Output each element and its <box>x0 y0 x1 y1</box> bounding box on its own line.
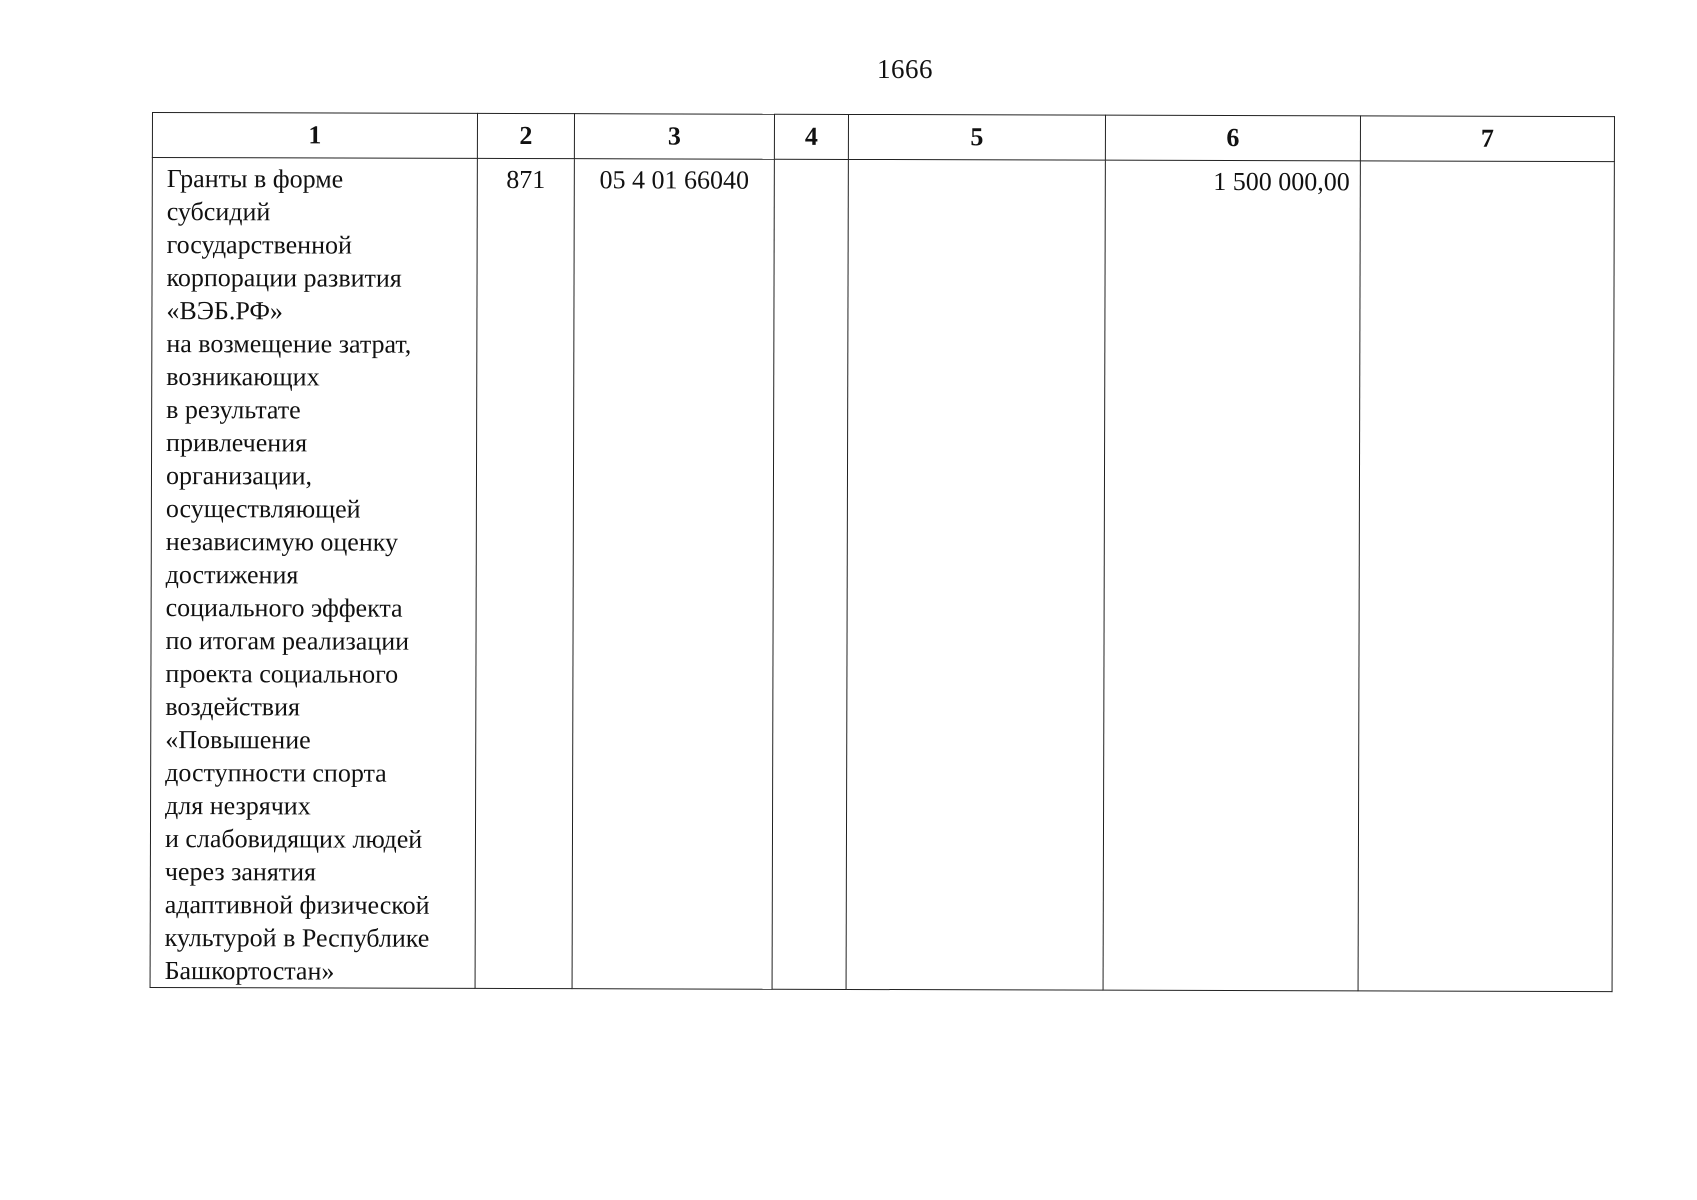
item-name-line: государственной <box>166 230 352 260</box>
item-name-line: «ВЭБ.РФ» <box>166 296 283 326</box>
item-name-line: культурой в Республике <box>164 923 430 953</box>
item-name-line: в результате <box>166 395 301 425</box>
item-name-line: достижения <box>165 560 299 590</box>
col5-cell <box>846 159 1105 990</box>
item-name-line: через занятия <box>164 857 317 887</box>
item-name-line: социального эффекта <box>165 593 403 623</box>
column-header-1: 1 <box>152 113 477 159</box>
col2-cell: 871 <box>475 158 574 988</box>
item-name-line: воздействия <box>165 692 301 722</box>
column-header-2: 2 <box>477 113 574 158</box>
item-name-line: для незрячих <box>165 791 311 821</box>
column-header-7: 7 <box>1360 116 1614 162</box>
item-name-line: адаптивной физической <box>164 890 430 920</box>
page-number: 1666 <box>877 54 933 84</box>
item-name-line: организации, <box>165 461 313 491</box>
col7-cell <box>1358 161 1614 992</box>
amount-cell: 1 500 000,00 <box>1103 160 1360 991</box>
item-name-line: доступности спорта <box>165 758 387 788</box>
column-header-6: 6 <box>1105 115 1360 161</box>
col4-cell <box>772 159 848 989</box>
column-header-5: 5 <box>848 114 1105 160</box>
item-name-line: субсидий <box>166 197 271 227</box>
item-name-line: корпорации развития <box>166 263 402 293</box>
item-name-line: Гранты в форме <box>166 164 344 194</box>
item-name-line: по итогам реализации <box>165 626 410 656</box>
item-name-line: проекта социального <box>165 659 399 689</box>
item-name-line: Башкортостан» <box>164 956 335 986</box>
header-row <box>152 113 1614 162</box>
budget-table <box>150 112 1615 992</box>
item-name-line: «Повышение <box>165 725 311 755</box>
item-name-line: осуществляющей <box>165 494 361 524</box>
item-name-cell <box>150 158 477 989</box>
item-name-line: независимую оценку <box>165 527 399 557</box>
table-row <box>150 158 1614 992</box>
column-header-4: 4 <box>774 114 848 159</box>
item-name-line: привлечения <box>166 428 308 458</box>
item-name-line: и слабовидящих людей <box>164 824 423 854</box>
col3-cell: 05 4 01 66040 <box>572 159 774 990</box>
item-name-line: на возмещение затрат, <box>166 329 412 359</box>
column-header-3: 3 <box>574 114 774 160</box>
item-name-line: возникающих <box>166 362 320 392</box>
